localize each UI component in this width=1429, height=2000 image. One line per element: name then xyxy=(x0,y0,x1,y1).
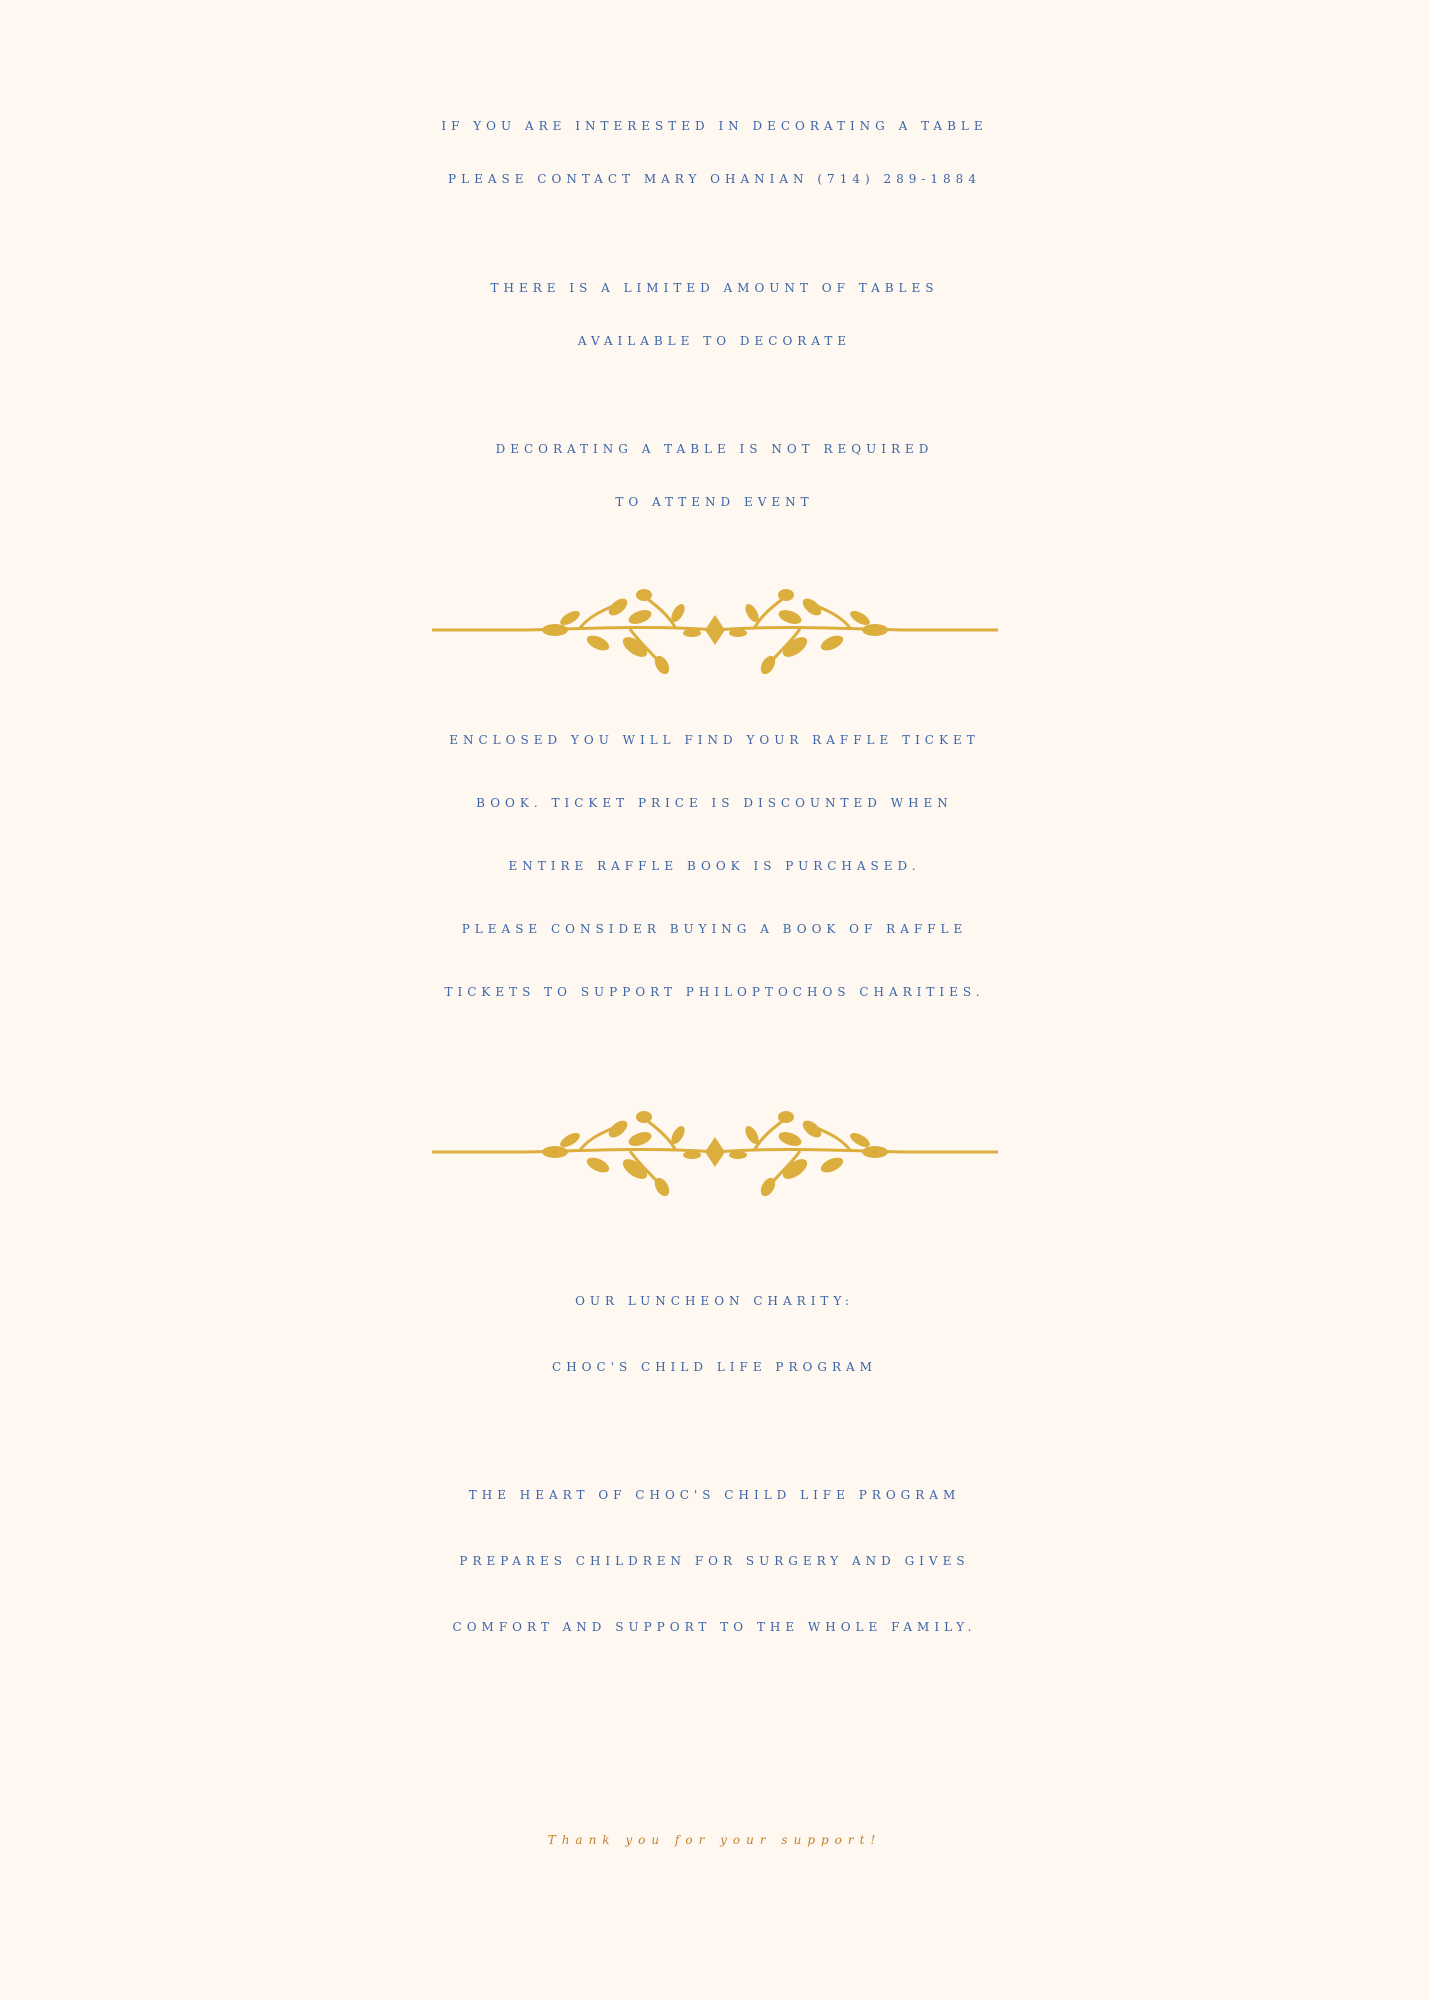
text-line: BOOK. TICKET PRICE IS DISCOUNTED WHEN xyxy=(476,796,953,810)
not-required-text xyxy=(0,423,1429,529)
limited-tables-text xyxy=(0,262,1429,368)
text-line: ENCLOSED YOU WILL FIND YOUR RAFFLE TICKET xyxy=(449,733,980,747)
text-line: CHOC'S CHILD LIFE PROGRAM xyxy=(552,1360,877,1374)
text-line: PLEASE CONTACT MARY OHANIAN (714) 289-1884 xyxy=(448,172,981,186)
thank-you-message: Thank you for your support! xyxy=(547,1833,882,1847)
text-line: THERE IS A LIMITED AMOUNT OF TABLES xyxy=(490,281,939,295)
floral-divider-icon xyxy=(430,1107,1000,1197)
text-line: OUR LUNCHEON CHARITY: xyxy=(575,1294,854,1308)
heart-program-text xyxy=(0,1462,1429,1660)
raffle-text xyxy=(0,709,1429,1024)
charity-heading xyxy=(0,1268,1429,1400)
text-line: TO ATTEND EVENT xyxy=(615,495,814,509)
floral-divider-icon xyxy=(430,585,1000,675)
text-line: TICKETS TO SUPPORT PHILOPTOCHOS CHARITIES. xyxy=(444,985,985,999)
decorating-contact-text xyxy=(0,100,1429,206)
text-line: IF YOU ARE INTERESTED IN DECORATING A TABLE xyxy=(441,119,988,133)
text-line: DECORATING A TABLE IS NOT REQUIRED xyxy=(495,442,934,456)
text-line: PLEASE CONSIDER BUYING A BOOK OF RAFFLE xyxy=(461,922,968,936)
text-line: COMFORT AND SUPPORT TO THE WHOLE FAMILY. xyxy=(452,1620,977,1634)
text-line: THE HEART OF CHOC'S CHILD LIFE PROGRAM xyxy=(468,1488,961,1502)
text-line: AVAILABLE TO DECORATE xyxy=(577,334,852,348)
text-line: PREPARES CHILDREN FOR SURGERY AND GIVES xyxy=(459,1554,970,1568)
text-line: ENTIRE RAFFLE BOOK IS PURCHASED. xyxy=(508,859,921,873)
